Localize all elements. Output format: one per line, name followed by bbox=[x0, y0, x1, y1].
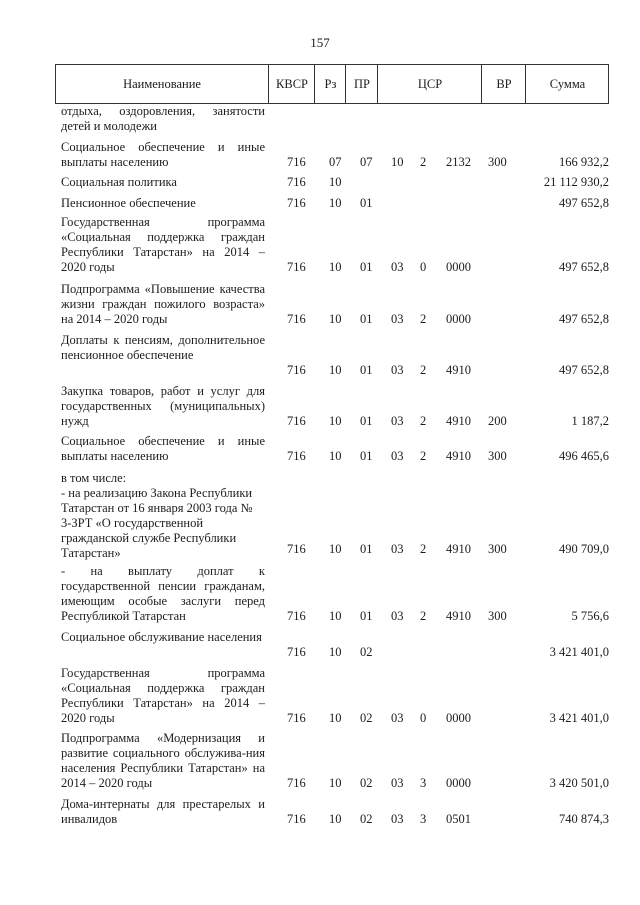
row-description: - на выплату доплат к государственной пенсии гражданам, имеющим особые заслуги перед Республикой Татарстан bbox=[61, 564, 265, 623]
row-pr: 01 bbox=[360, 449, 373, 463]
row-csr-subprogram: 2 bbox=[420, 414, 427, 428]
row-csr-program: 03 bbox=[391, 449, 404, 463]
row-rz: 10 bbox=[329, 645, 342, 659]
row-sum: 497 652,8 bbox=[559, 260, 609, 274]
row-pr: 01 bbox=[360, 609, 373, 623]
table-row bbox=[0, 630, 640, 660]
row-csr-subprogram: 0 bbox=[420, 260, 427, 274]
table-row bbox=[0, 731, 640, 791]
row-pr: 01 bbox=[360, 414, 373, 428]
row-pr: 01 bbox=[360, 196, 373, 210]
row-csr-subprogram: 2 bbox=[420, 155, 427, 169]
row-csr-code: 0000 bbox=[446, 711, 471, 725]
row-kvsr: 716 bbox=[287, 175, 306, 189]
row-pr: 02 bbox=[360, 776, 373, 790]
row-csr-program: 10 bbox=[391, 155, 404, 169]
row-pr: 07 bbox=[360, 155, 373, 169]
row-pr: 01 bbox=[360, 312, 373, 326]
row-description: Социальное обслуживание населения bbox=[61, 630, 262, 644]
row-kvsr: 716 bbox=[287, 776, 306, 790]
row-description: Социальное обеспечение и иные выплаты населению bbox=[61, 140, 265, 169]
row-csr-code: 2132 bbox=[446, 155, 471, 169]
row-pr: 02 bbox=[360, 711, 373, 725]
row-csr-program: 03 bbox=[391, 776, 404, 790]
row-rz: 10 bbox=[329, 414, 342, 428]
row-sum: 497 652,8 bbox=[559, 196, 609, 210]
row-vr: 300 bbox=[488, 542, 507, 556]
row-kvsr: 716 bbox=[287, 312, 306, 326]
row-vr: 300 bbox=[488, 609, 507, 623]
row-csr-code: 4910 bbox=[446, 414, 471, 428]
row-kvsr: 716 bbox=[287, 645, 306, 659]
row-csr-subprogram: 2 bbox=[420, 609, 427, 623]
row-description: Государственная программа «Социальная поддержка граждан Республики Татарстан» на 2014 – 2020 годы bbox=[61, 666, 265, 725]
page-number: 157 bbox=[310, 35, 330, 50]
row-csr-code: 4910 bbox=[446, 609, 471, 623]
row-csr-program: 03 bbox=[391, 414, 404, 428]
row-rz: 10 bbox=[329, 609, 342, 623]
header-sum: Сумма bbox=[525, 65, 609, 103]
row-kvsr: 716 bbox=[287, 155, 306, 169]
row-sum: 3 421 401,0 bbox=[549, 645, 609, 659]
row-rz: 10 bbox=[329, 175, 342, 189]
table-header bbox=[55, 64, 609, 104]
row-kvsr: 716 bbox=[287, 449, 306, 463]
row-kvsr: 716 bbox=[287, 260, 306, 274]
row-csr-subprogram: 2 bbox=[420, 542, 427, 556]
header-name: Наименование bbox=[123, 77, 201, 91]
header-vr: ВР bbox=[481, 65, 526, 103]
row-csr-program: 03 bbox=[391, 260, 404, 274]
row-description: Пенсионное обеспечение bbox=[61, 196, 196, 210]
row-csr-program: 03 bbox=[391, 711, 404, 725]
table-row bbox=[0, 196, 640, 211]
row-rz: 10 bbox=[329, 260, 342, 274]
table-row bbox=[0, 140, 640, 170]
table-row bbox=[0, 333, 640, 378]
row-sum: 3 420 501,0 bbox=[549, 776, 609, 790]
row-kvsr: 716 bbox=[287, 363, 306, 377]
row-csr-subprogram: 3 bbox=[420, 812, 427, 826]
table-row bbox=[0, 175, 640, 190]
row-sum: 497 652,8 bbox=[559, 363, 609, 377]
row-kvsr: 716 bbox=[287, 542, 306, 556]
header-kvsr: КВСР bbox=[268, 65, 315, 103]
row-rz: 10 bbox=[329, 449, 342, 463]
row-kvsr: 716 bbox=[287, 711, 306, 725]
row-sum: 496 465,6 bbox=[559, 449, 609, 463]
row-rz: 10 bbox=[329, 542, 342, 556]
row-rz: 10 bbox=[329, 776, 342, 790]
row-rz: 10 bbox=[329, 196, 342, 210]
row-csr-subprogram: 2 bbox=[420, 363, 427, 377]
row-vr: 300 bbox=[488, 155, 507, 169]
row-csr-program: 03 bbox=[391, 812, 404, 826]
row-csr-program: 03 bbox=[391, 312, 404, 326]
row-description: отдыха, оздоровления, занятости детей и молодежи bbox=[61, 104, 265, 133]
header-rz: Рз bbox=[314, 65, 346, 103]
row-description: Государственная программа «Социальная поддержка граждан Республики Татарстан» на 2014 – 2020 годы bbox=[61, 215, 265, 274]
row-sum: 3 421 401,0 bbox=[549, 711, 609, 725]
row-csr-code: 4910 bbox=[446, 449, 471, 463]
row-vr: 300 bbox=[488, 449, 507, 463]
row-kvsr: 716 bbox=[287, 609, 306, 623]
row-csr-program: 03 bbox=[391, 363, 404, 377]
row-description: Подпрограмма «Модернизация и развитие социального обслужива-ния населения Республики Татарстан» на 2014 – 2020 годы bbox=[61, 731, 265, 790]
table-row bbox=[0, 215, 640, 275]
row-vr: 200 bbox=[488, 414, 507, 428]
row-sum: 490 709,0 bbox=[559, 542, 609, 556]
row-rz: 10 bbox=[329, 363, 342, 377]
row-rz: 10 bbox=[329, 711, 342, 725]
row-csr-subprogram: 0 bbox=[420, 711, 427, 725]
row-description: Социальное обеспечение и иные выплаты населению bbox=[61, 434, 265, 463]
table-row bbox=[0, 471, 640, 560]
row-description: Доплаты к пенсиям, дополнительное пенсионное обеспечение bbox=[61, 333, 265, 362]
row-kvsr: 716 bbox=[287, 414, 306, 428]
row-sum: 21 112 930,2 bbox=[543, 175, 609, 189]
row-csr-code: 4910 bbox=[446, 542, 471, 556]
row-csr-subprogram: 3 bbox=[420, 776, 427, 790]
row-description: Дома-интернаты для престарелых и инвалидов bbox=[61, 797, 265, 826]
row-rz: 10 bbox=[329, 312, 342, 326]
row-pr: 02 bbox=[360, 812, 373, 826]
table-row bbox=[0, 564, 640, 624]
row-csr-program: 03 bbox=[391, 609, 404, 623]
row-csr-subprogram: 2 bbox=[420, 312, 427, 326]
row-sum: 5 756,6 bbox=[571, 609, 609, 623]
table-row bbox=[0, 797, 640, 827]
row-csr-code: 0000 bbox=[446, 260, 471, 274]
row-description: в том числе: - на реализацию Закона Республики Татарстан от 16 января 2003 года № 3-ЗРТ «О государственной гражданской службе Республики Татарстан» bbox=[61, 471, 253, 560]
row-pr: 01 bbox=[360, 260, 373, 274]
table-row bbox=[0, 666, 640, 726]
row-csr-code: 0000 bbox=[446, 312, 471, 326]
row-kvsr: 716 bbox=[287, 812, 306, 826]
row-csr-subprogram: 2 bbox=[420, 449, 427, 463]
row-sum: 740 874,3 bbox=[559, 812, 609, 826]
header-csr: ЦСР bbox=[377, 65, 482, 103]
header-pr: ПР bbox=[345, 65, 378, 103]
row-rz: 07 bbox=[329, 155, 342, 169]
table-row bbox=[0, 434, 640, 464]
row-description: Закупка товаров, работ и услуг для государственных (муниципальных) нужд bbox=[61, 384, 265, 428]
row-description: Социальная политика bbox=[61, 175, 177, 189]
table-row bbox=[0, 104, 640, 134]
table-row bbox=[0, 282, 640, 327]
row-pr: 02 bbox=[360, 645, 373, 659]
row-sum: 497 652,8 bbox=[559, 312, 609, 326]
row-pr: 01 bbox=[360, 542, 373, 556]
row-csr-code: 0501 bbox=[446, 812, 471, 826]
table-row bbox=[0, 384, 640, 429]
row-pr: 01 bbox=[360, 363, 373, 377]
row-csr-code: 0000 bbox=[446, 776, 471, 790]
row-description: Подпрограмма «Повышение качества жизни граждан пожилого возраста» на 2014 – 2020 годы bbox=[61, 282, 265, 326]
row-csr-code: 4910 bbox=[446, 363, 471, 377]
row-csr-program: 03 bbox=[391, 542, 404, 556]
row-sum: 1 187,2 bbox=[571, 414, 609, 428]
row-sum: 166 932,2 bbox=[559, 155, 609, 169]
row-kvsr: 716 bbox=[287, 196, 306, 210]
row-rz: 10 bbox=[329, 812, 342, 826]
